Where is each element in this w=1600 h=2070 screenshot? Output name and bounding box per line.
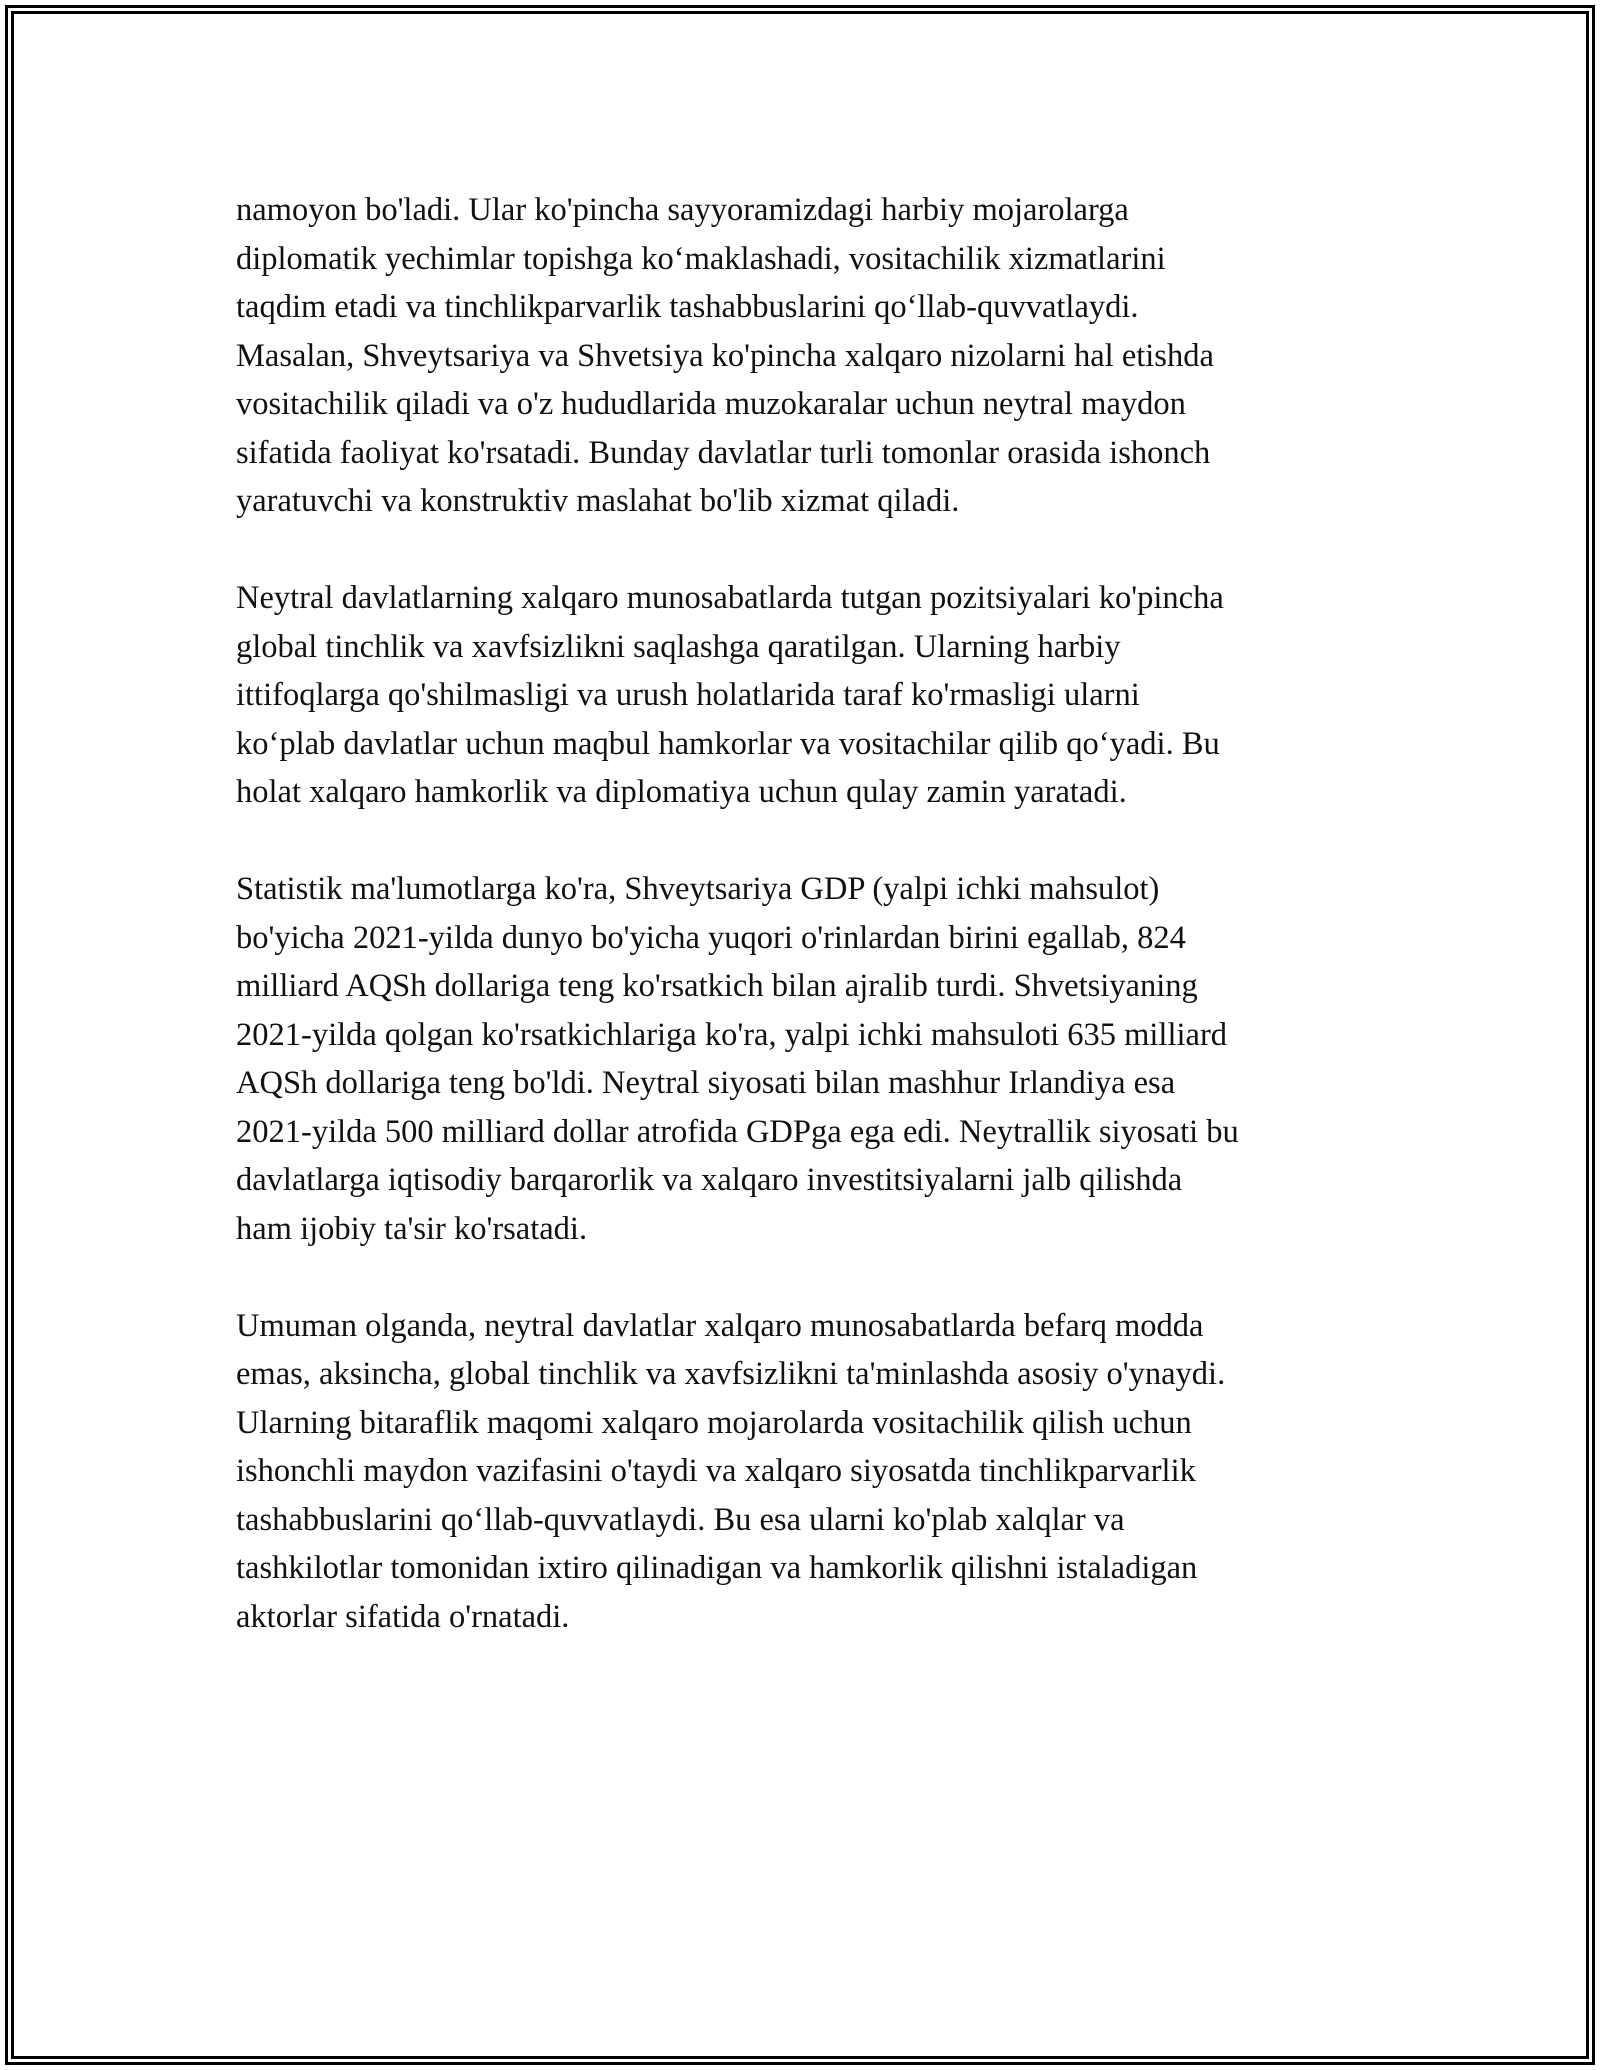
text-line: Umuman olganda, neytral davlatlar xalqaro munosabatlarda befarq modda (236, 1307, 1204, 1344)
text-line: ko‘plab davlatlar uchun maqbul hamkorlar va vositachilar qilib qo‘yadi. Bu (236, 725, 1220, 762)
text-line: holat xalqaro hamkorlik va diplomatiya uchun qulay zamin yaratadi. (236, 774, 1127, 810)
paragraph-1 (236, 186, 1396, 526)
text-line: ham ijobiy ta'sir ko'rsatadi. (236, 1210, 588, 1247)
text-line: tashabbuslarini qo‘llab-quvvatlaydi. Bu esa ularni ko'plab xalqlar va (236, 1501, 1125, 1538)
text-line: Masalan, Shveytsariya va Shvetsiya ko'pincha xalqaro nizolarni hal etishda (236, 337, 1214, 374)
text-line: Statistik ma'lumotlarga ko'ra, Shveytsariya GDP (yalpi ichki mahsulot) (236, 871, 1160, 907)
text-line: emas, aksincha, global tinchlik va xavfsizlikni ta'minlashda asosiy o'ynaydi. (236, 1356, 1226, 1392)
text-line: diplomatik yechimlar topishga ko‘maklashadi, vositachilik xizmatlarini (236, 240, 1166, 277)
paragraph-3 (236, 865, 1396, 1253)
paragraph-2 (236, 574, 1396, 817)
text-line: ishonchli maydon vazifasini o'taydi va xalqaro siyosatda tinchlikparvarlik (236, 1453, 1196, 1489)
text-line: 2021-yilda qolgan ko'rsatkichlariga ko'ra, yalpi ichki mahsuloti 635 milliard (236, 1016, 1228, 1053)
text-line: vositachilik qiladi va o'z hududlarida muzokaralar uchun neytral maydon (236, 386, 1186, 422)
text-line: milliard AQSh dollariga teng ko'rsatkich bilan ajralib turdi. Shvetsiyaning (236, 968, 1198, 1004)
text-line: yaratuvchi va konstruktiv maslahat bo'lib xizmat qiladi. (236, 483, 960, 519)
text-line: namoyon bo'ladi. Ular ko'pincha sayyoramizdagi harbiy mojarolarga (236, 192, 1129, 228)
text-line: sifatida faoliyat ko'rsatadi. Bunday davlatlar turli tomonlar orasida ishonch (236, 434, 1211, 471)
text-line: AQSh dollariga teng bo'ldi. Neytral siyosati bilan mashhur Irlandiya esa (236, 1065, 1176, 1101)
text-line: aktorlar sifatida o'rnatadi. (236, 1598, 570, 1635)
text-line: taqdim etadi va tinchlikparvarlik tashabbuslarini qo‘llab-quvvatlaydi. (236, 289, 1139, 325)
text-line: Neytral davlatlarning xalqaro munosabatlarda tutgan pozitsiyalari ko'pincha (236, 580, 1224, 616)
paragraph-4 (236, 1302, 1396, 1642)
text-line: tashkilotlar tomonidan ixtiro qilinadigan va hamkorlik qilishni istaladigan (236, 1550, 1198, 1586)
text-line: global tinchlik va xavfsizlikni saqlashga qaratilgan. Ularning harbiy (236, 628, 1121, 665)
text-line: bo'yicha 2021-yilda dunyo bo'yicha yuqori o'rinlardan birini egallab, 824 (236, 919, 1186, 956)
text-line: Ularning bitaraflik maqomi xalqaro mojarolarda vositachilik qilish uchun (236, 1404, 1192, 1441)
text-line: davlatlarga iqtisodiy barqarorlik va xalqaro investitsiyalarni jalb qilishda (236, 1162, 1183, 1198)
text-line: ittifoqlarga qo'shilmasligi va urush holatlarida taraf ko'rmasligi ularni (236, 677, 1140, 713)
text-line: 2021-yilda 500 milliard dollar atrofida GDPga ega edi. Neytrallik siyosati bu (236, 1113, 1239, 1150)
document-body (236, 186, 1396, 1690)
